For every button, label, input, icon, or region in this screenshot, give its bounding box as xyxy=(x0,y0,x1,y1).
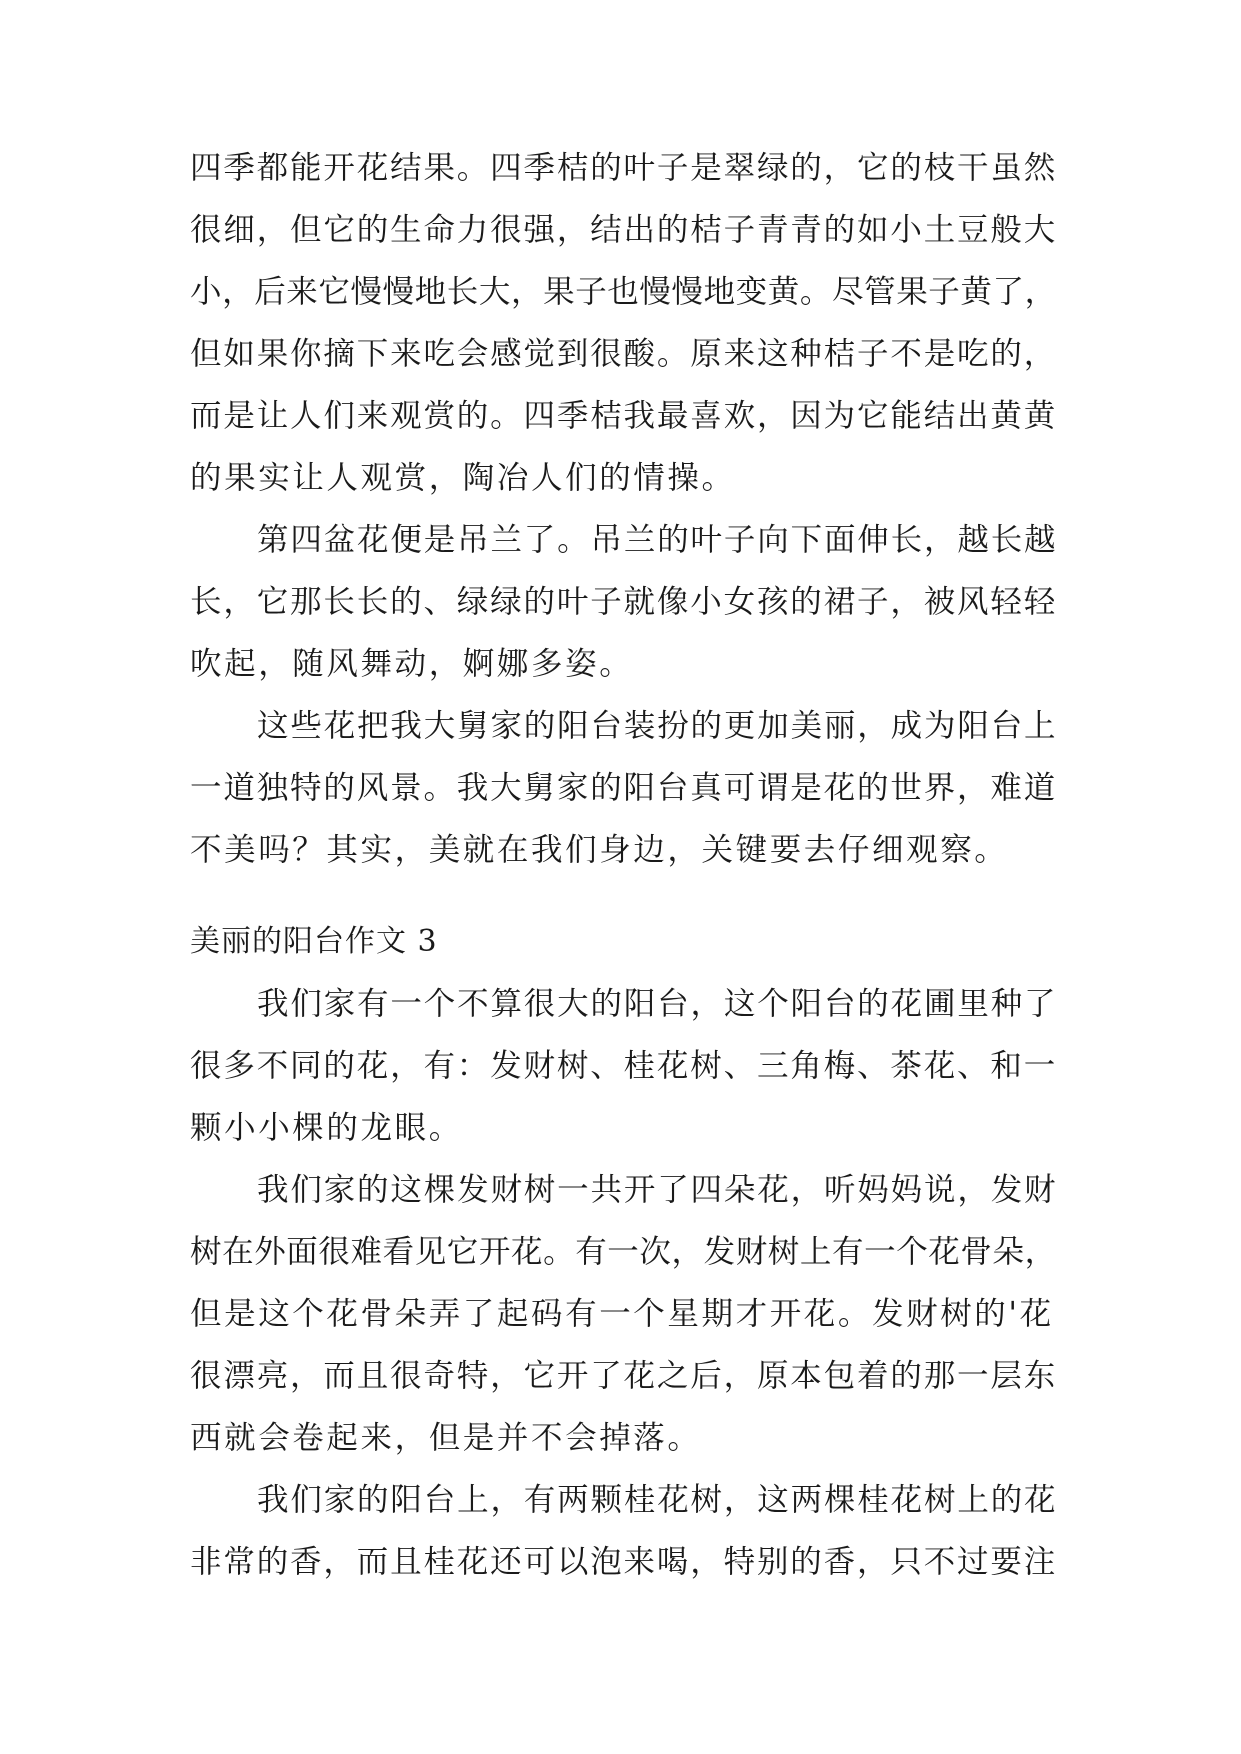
text-line: 但是这个花骨朵弄了起码有一个星期才开花。发财树的'花 xyxy=(190,1296,1054,1332)
essay-title: 美丽的阳台作文 3 xyxy=(190,924,438,959)
text-line: 这些花把我大舅家的阳台装扮的更加美丽，成为阳台上 xyxy=(257,708,1058,744)
text-line: 而是让人们来观赏的。四季桔我最喜欢，因为它能结出黄黄 xyxy=(190,398,1058,434)
text-line: 很多不同的花，有：发财树、桂花树、三角梅、茶花、和一 xyxy=(190,1048,1058,1084)
text-line: 不美吗？其实，美就在我们身边，关键要去仔细观察。 xyxy=(190,832,1009,868)
text-line: 一道独特的风景。我大舅家的阳台真可谓是花的世界，难道 xyxy=(190,770,1058,806)
text-line: 很漂亮，而且很奇特，它开了花之后，原本包着的那一层东 xyxy=(190,1358,1058,1394)
text-line: 颗小小棵的龙眼。 xyxy=(190,1110,463,1146)
text-line: 长，它那长长的、绿绿的叶子就像小女孩的裙子，被风轻轻 xyxy=(190,584,1058,620)
text-line: 吹起，随风舞动，婀娜多姿。 xyxy=(190,646,634,682)
text-line: 西就会卷起来，但是并不会掉落。 xyxy=(190,1420,702,1456)
text-line: 但如果你摘下来吃会感觉到很酸。原来这种桔子不是吃的， xyxy=(190,336,1058,372)
text-line: 小，后来它慢慢地长大，果子也慢慢地变黄。尽管果子黄了， xyxy=(190,274,1057,310)
text-line: 我们家有一个不算很大的阳台，这个阳台的花圃里种了 xyxy=(257,986,1058,1022)
text-line: 第四盆花便是吊兰了。吊兰的叶子向下面伸长，越长越 xyxy=(257,522,1058,558)
text-line: 非常的香，而且桂花还可以泡来喝，特别的香，只不过要注 xyxy=(190,1544,1058,1580)
text-line: 的果实让人观赏，陶冶人们的情操。 xyxy=(190,460,736,496)
text-line: 我们家的这棵发财树一共开了四朵花，听妈妈说，发财 xyxy=(257,1172,1058,1208)
text-line: 树在外面很难看见它开花。有一次，发财树上有一个花骨朵， xyxy=(190,1234,1057,1270)
text-line: 四季都能开花结果。四季桔的叶子是翠绿的，它的枝干虽然 xyxy=(190,150,1058,186)
text-line: 很细，但它的生命力很强，结出的桔子青青的如小土豆般大 xyxy=(190,212,1058,248)
text-line: 我们家的阳台上，有两颗桂花树，这两棵桂花树上的花 xyxy=(257,1482,1058,1518)
